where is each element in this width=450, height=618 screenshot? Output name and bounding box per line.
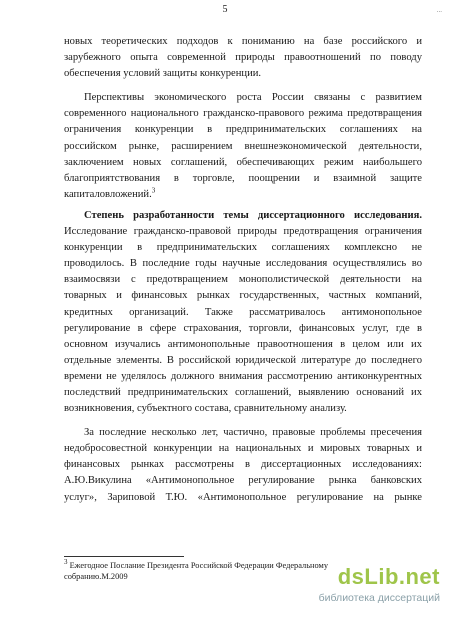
- para4-line: финансовых рынках рассмотрены в диссертационных исследованиях:: [64, 459, 422, 471]
- footnote-line: собранию.М.2009: [64, 572, 128, 581]
- corner-mark: ...: [436, 6, 442, 14]
- para3-line: проводилось. В последние годы научные исследования осуществлялись во: [64, 258, 422, 270]
- para1-line: зарубежного опыта современной природы правоотношений по поводу: [64, 52, 422, 64]
- footnote-divider: [64, 556, 184, 557]
- footnote-reference: 3: [151, 186, 156, 195]
- para4-line: А.Ю.Викулина «Антимонопольное регулирование рынка банковских: [64, 475, 422, 487]
- para3-line: времени не уделялось должного внимания рассмотрению антиконкурентных: [64, 370, 422, 382]
- section-heading: Степень разработанности темы диссертационного исследования.: [84, 209, 422, 221]
- para3-line: регулирование в сфере страхования, торговли, финансовых услуг, где в: [64, 322, 422, 334]
- para2-line: современного национального гражданско-правового режима предотвращения: [64, 108, 422, 120]
- watermark-subtitle: библиотека диссертаций: [318, 592, 440, 604]
- page-number: 5: [222, 4, 228, 15]
- para2-line: благоприятствования в торговле, поощрении и взаимной защите: [64, 172, 422, 184]
- para3-line: возникновения, субъектного состава, сравнительному анализу.: [64, 403, 347, 415]
- watermark-logo: dsLib.net: [337, 564, 440, 589]
- para4-line: За последние несколько лет, частично, правовые проблемы пресечения: [84, 427, 422, 439]
- para2-line: российском рынке, расширением внешнеэкономической деятельности,: [64, 140, 422, 152]
- para3-line: кредитных организаций. Также рассматривалось антимонопольное: [64, 306, 422, 318]
- para3-line: товарных и финансовых рынках государственных, частных компаний,: [64, 290, 422, 302]
- footnote-text: Ежегодное Послание Президента Российской Федерации Федеральному: [69, 561, 329, 570]
- para2-line: Перспективы экономического роста России связаны с развитием: [84, 92, 422, 104]
- para3-line: конкуренции в предпринимательских соглашениях комплексно не: [64, 242, 422, 254]
- footnote-marker: 3: [64, 558, 68, 567]
- para3-line: взаимосвязи с предотвращением монополистической деятельности на: [64, 274, 422, 286]
- para4-line: услуг», Зариповой Т.Ю. «Антимонопольное регулирование на рынке: [64, 491, 422, 503]
- body-text: [64, 34, 422, 506]
- para2-last-line: [64, 187, 422, 203]
- para2-line: заключением новых соглашений, обеспечивающих режим наибольшего: [64, 156, 422, 168]
- para3-line: Исследование гражданско-правовой природы предотвращения ограничения: [64, 226, 422, 238]
- para1-line: обеспечения условий защиты конкуренции.: [64, 68, 262, 80]
- para3-line: последствий предпринимательских соглашений, выявлению оснований их: [64, 386, 422, 398]
- para3-line: основном изучались антимонопольные правоотношения в целом или их: [64, 338, 422, 350]
- para3-line: отдельные элементы. В российской юридической литературе до последнего: [64, 354, 422, 366]
- para4-line: недобросовестной конкуренции на национальных и мировых товарных и: [64, 443, 422, 455]
- para2-line: капиталовложений.: [64, 188, 152, 200]
- para2-line: ограничения конкуренции в предпринимательских соглашениях на: [64, 124, 422, 136]
- watermark: [290, 564, 440, 610]
- para1-line: новых теоретических подходов к пониманию на базе российского и: [64, 36, 422, 47]
